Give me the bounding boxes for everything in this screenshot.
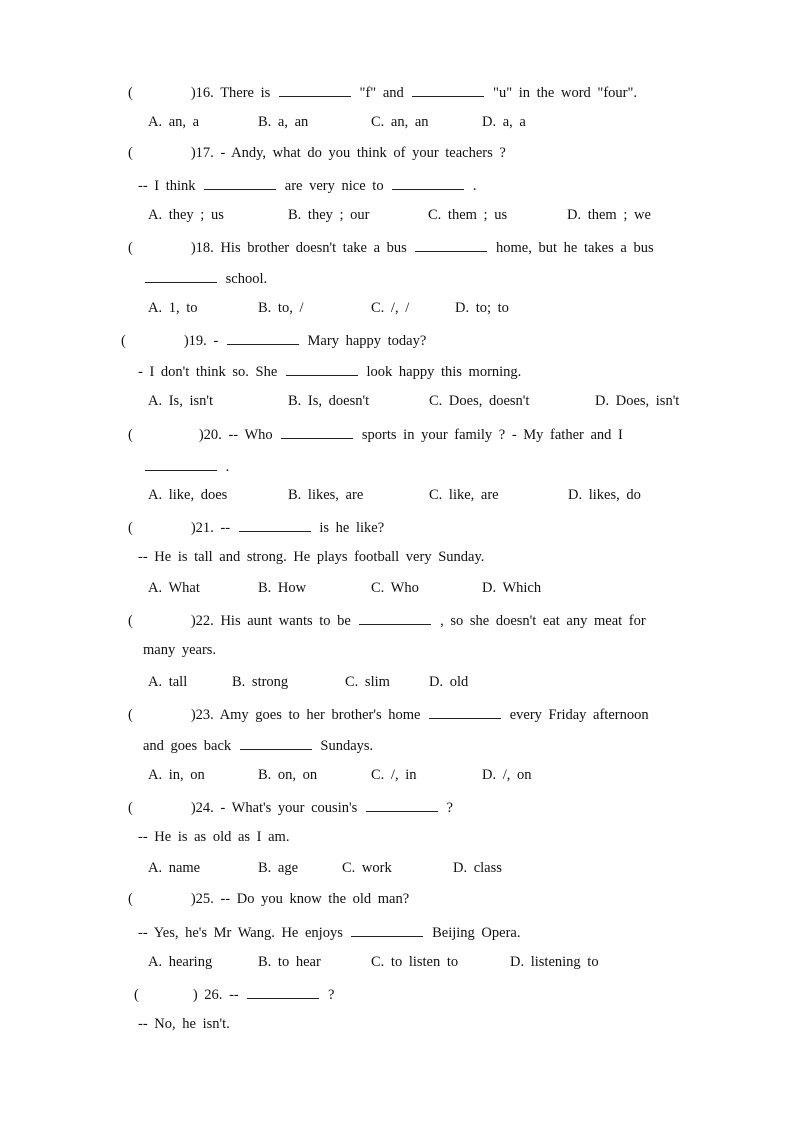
options-25 — [148, 953, 738, 971]
question-text: ? — [327, 987, 335, 1003]
options-16 — [148, 113, 738, 131]
question-text: ? — [446, 800, 453, 816]
paren-open: ( — [121, 333, 126, 349]
dialogue-line — [138, 361, 728, 381]
options-19 — [148, 392, 738, 410]
option-d[interactable]: D. class — [453, 860, 502, 876]
answer-blank[interactable] — [281, 424, 353, 439]
question-continuation — [143, 456, 733, 476]
question-text: , so she doesn't eat any meat for — [440, 613, 646, 629]
dialogue-text: -- Yes, he's Mr Wang. He enjoys — [138, 925, 343, 941]
question-text: Amy goes to her brother's home — [219, 707, 421, 723]
option-b[interactable]: B. on, on — [258, 767, 318, 783]
option-d[interactable]: D. likes, do — [568, 487, 641, 503]
question-text: Sundays. — [320, 738, 374, 754]
question-text: Mary happy today? — [307, 333, 427, 349]
paren-open: ( — [128, 707, 133, 723]
question-text: -- Do you know the old man? — [220, 891, 410, 907]
option-a[interactable]: A. hearing — [148, 954, 213, 970]
question-text: His aunt wants to be — [220, 613, 351, 629]
dialogue-line: -- He is as old as I am. — [138, 829, 290, 845]
question-25 — [128, 890, 718, 908]
answer-blank[interactable] — [392, 175, 464, 190]
question-text: -- — [229, 987, 239, 1003]
question-text: His brother doesn't take a bus — [220, 240, 407, 256]
paren-open: ( — [128, 800, 133, 816]
question-23 — [128, 704, 718, 724]
option-a[interactable]: A. tall — [148, 674, 188, 690]
question-17 — [128, 144, 718, 162]
paren-open: ( — [128, 427, 133, 443]
answer-blank[interactable] — [145, 268, 217, 283]
option-c[interactable]: C. them ; us — [428, 207, 508, 223]
option-d[interactable]: D. Does, isn't — [595, 393, 680, 409]
answer-blank[interactable] — [240, 735, 312, 750]
dialogue-text: . — [472, 178, 477, 194]
option-d[interactable]: D. to; to — [455, 300, 509, 316]
question-number: )23. — [190, 707, 214, 723]
question-text: - — [213, 333, 219, 349]
question-number: )20. — [198, 427, 222, 443]
dialogue-line — [138, 175, 728, 195]
option-c[interactable]: C. /, in — [371, 767, 417, 783]
question-number: )24. — [190, 800, 214, 816]
question-text: home, but he takes a bus — [496, 240, 654, 256]
question-text: is he like? — [319, 520, 385, 536]
question-text: . — [225, 459, 230, 475]
option-c[interactable]: C. an, an — [371, 114, 429, 130]
paren-open: ( — [128, 613, 133, 629]
question-text: "u" in the word "four". — [493, 85, 638, 101]
dialogue-text: are very nice to — [284, 178, 384, 194]
option-c[interactable]: C. slim — [345, 674, 390, 690]
paren-open: ( — [128, 520, 133, 536]
options-20 — [148, 486, 738, 504]
question-22 — [128, 610, 718, 630]
question-20 — [128, 424, 718, 444]
dialogue-line: -- No, he isn't. — [138, 1016, 230, 1032]
option-a[interactable]: A. an, a — [148, 114, 200, 130]
question-continuation — [143, 735, 733, 755]
option-d[interactable]: D. a, a — [482, 114, 526, 130]
answer-blank[interactable] — [239, 517, 311, 532]
paren-open: ( — [128, 145, 133, 161]
option-b[interactable]: B. likes, are — [288, 487, 364, 503]
option-a[interactable]: A. name — [148, 860, 201, 876]
option-b[interactable]: B. to, / — [258, 300, 304, 316]
answer-blank[interactable] — [351, 922, 423, 937]
question-number: )21. — [190, 520, 214, 536]
option-a[interactable]: A. like, does — [148, 487, 228, 503]
option-c[interactable]: C. /, / — [371, 300, 410, 316]
question-number: ) 26. — [192, 987, 223, 1003]
question-16 — [128, 82, 718, 102]
paren-open: ( — [134, 987, 139, 1003]
option-c[interactable]: C. Does, doesn't — [429, 393, 530, 409]
answer-blank[interactable] — [204, 175, 276, 190]
answer-blank[interactable] — [247, 984, 319, 999]
question-continuation: many years. — [143, 642, 217, 658]
dialogue-text: -- I think — [138, 178, 196, 194]
option-b[interactable]: B. How — [258, 580, 307, 596]
option-b[interactable]: B. strong — [232, 674, 289, 690]
option-d[interactable]: D. /, on — [482, 767, 532, 783]
question-text: sports in your family ? - My father and I — [361, 427, 623, 443]
option-b[interactable]: B. they ; our — [288, 207, 370, 223]
paren-open: ( — [128, 85, 133, 101]
question-26 — [134, 984, 724, 1004]
question-24 — [128, 797, 718, 817]
options-22 — [148, 673, 738, 691]
option-a[interactable]: A. they ; us — [148, 207, 224, 223]
question-text: There is — [220, 85, 271, 101]
option-c[interactable]: C. like, are — [429, 487, 499, 503]
option-b[interactable]: B. Is, doesn't — [288, 393, 370, 409]
paren-open: ( — [128, 891, 133, 907]
options-17 — [148, 206, 738, 224]
question-text: school. — [225, 271, 268, 287]
dialogue-text: - I don't think so. She — [138, 364, 278, 380]
question-number: )18. — [190, 240, 214, 256]
question-text: -- — [220, 520, 231, 536]
question-number: )25. — [190, 891, 214, 907]
options-21 — [148, 579, 738, 597]
question-text: and goes back — [143, 738, 232, 754]
answer-blank[interactable] — [415, 237, 487, 252]
question-text: "f" and — [359, 85, 404, 101]
option-b[interactable]: B. age — [258, 860, 299, 876]
question-text: -- Who — [228, 427, 273, 443]
dialogue-line — [138, 922, 728, 942]
option-b[interactable]: B. a, an — [258, 114, 309, 130]
question-19 — [121, 330, 711, 350]
answer-blank[interactable] — [412, 82, 484, 97]
question-21 — [128, 517, 718, 537]
answer-blank[interactable] — [366, 797, 438, 812]
question-number: )19. — [183, 333, 207, 349]
options-18 — [148, 299, 738, 317]
dialogue-line: -- He is tall and strong. He plays football very Sunday. — [138, 549, 485, 565]
option-d[interactable]: D. old — [429, 674, 469, 690]
option-a[interactable]: A. What — [148, 580, 200, 596]
answer-blank[interactable] — [145, 456, 217, 471]
question-number: )22. — [190, 613, 214, 629]
answer-blank[interactable] — [429, 704, 501, 719]
option-c[interactable]: C. Who — [371, 580, 419, 596]
question-text: - What's your cousin's — [220, 800, 358, 816]
option-d[interactable]: D. listening to — [510, 954, 599, 970]
options-24 — [148, 859, 738, 877]
answer-blank[interactable] — [227, 330, 299, 345]
option-d[interactable]: D. them ; we — [567, 207, 651, 223]
paren-open: ( — [128, 240, 133, 256]
dialogue-text: Beijing Opera. — [432, 925, 521, 941]
option-c[interactable]: C. to listen to — [371, 954, 459, 970]
question-text: - Andy, what do you think of your teachers ? — [220, 145, 506, 161]
option-c[interactable]: C. work — [342, 860, 392, 876]
question-18 — [128, 237, 718, 257]
option-d[interactable]: D. Which — [482, 580, 542, 596]
answer-blank[interactable] — [286, 361, 358, 376]
answer-blank[interactable] — [279, 82, 351, 97]
answer-blank[interactable] — [359, 610, 431, 625]
question-text: every Friday afternoon — [509, 707, 649, 723]
options-23 — [148, 766, 738, 784]
option-b[interactable]: B. to hear — [258, 954, 321, 970]
question-continuation — [143, 268, 733, 288]
dialogue-text: look happy this morning. — [366, 364, 522, 380]
question-number: )17. — [190, 145, 214, 161]
option-a[interactable]: A. Is, isn't — [148, 393, 214, 409]
option-a[interactable]: A. 1, to — [148, 300, 198, 316]
option-a[interactable]: A. in, on — [148, 767, 205, 783]
question-number: )16. — [190, 85, 214, 101]
